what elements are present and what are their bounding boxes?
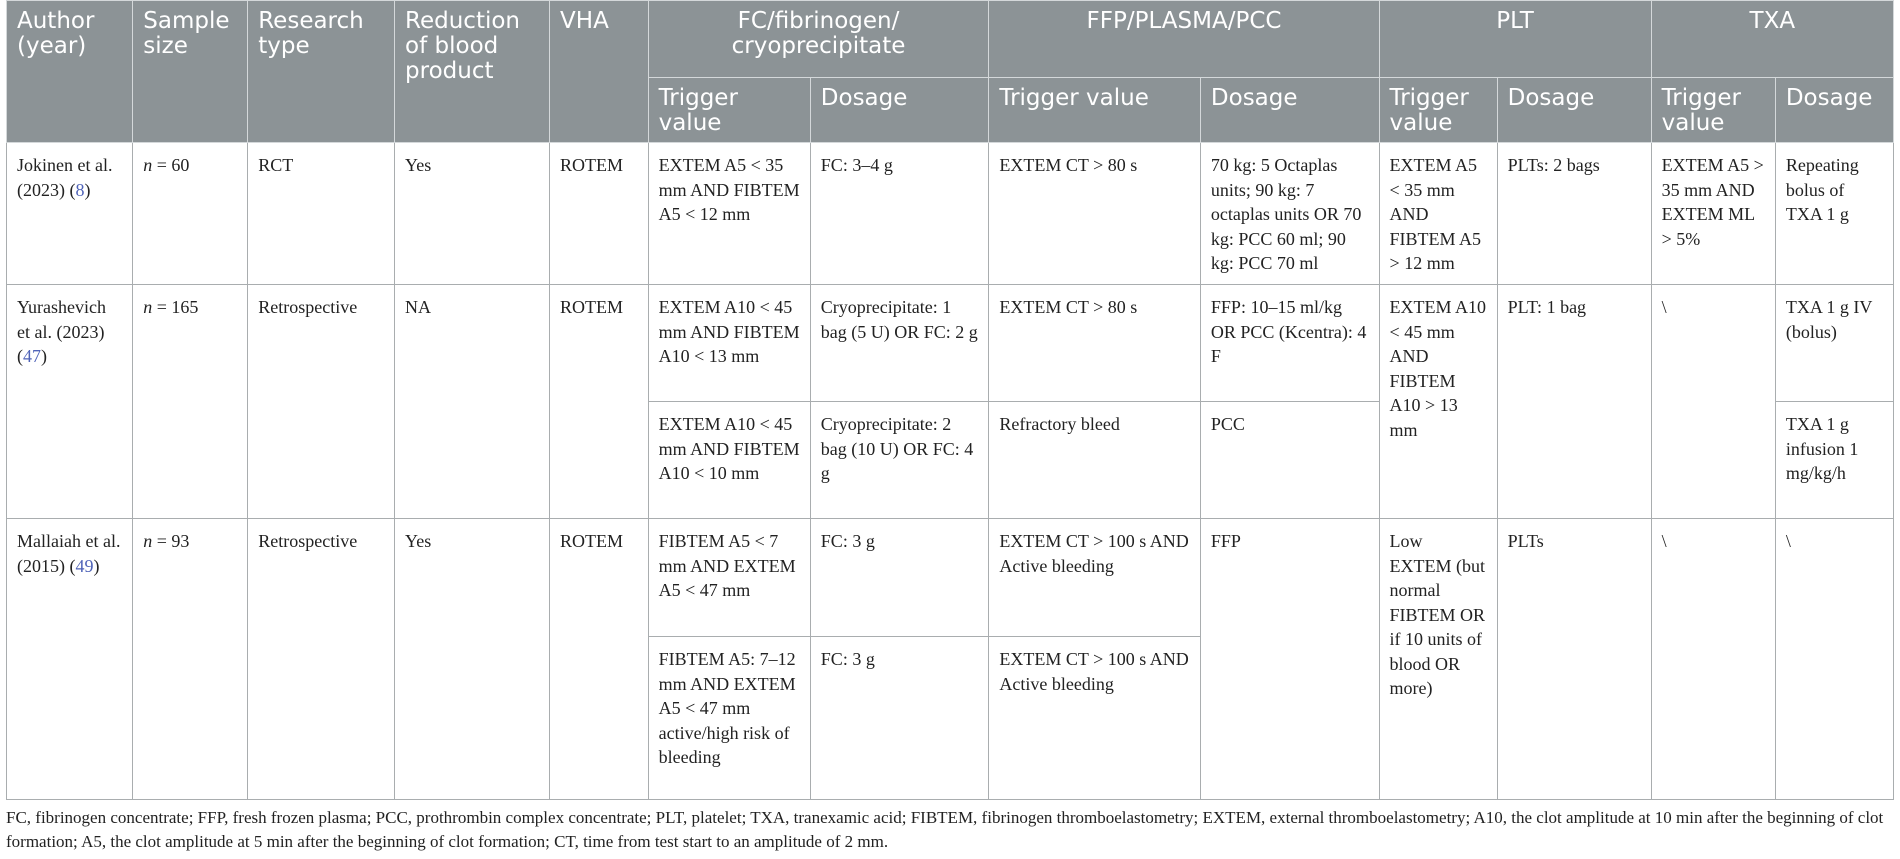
header-ffp-group: FFP/PLASMA/PCC [989,1,1379,78]
ffp-dosage-cell: PCC [1200,402,1379,519]
plt-trigger-cell: EXTEM A5 < 35 mm AND FIBTEM A5 > 12 mm [1379,143,1497,285]
author-cell: Jokinen et al. (2023) (8) [7,143,133,285]
header-txa-trigger: Trigger value [1651,78,1775,143]
data-table [6,0,1894,800]
plt-dosage-cell: PLT: 1 bag [1497,285,1651,519]
fc-dosage-cell: FC: 3 g [810,637,989,800]
ffp-trigger-cell: Refractory bleed [989,402,1200,519]
sample-size-cell: n = 165 [133,285,248,519]
research-type-cell: RCT [248,143,395,285]
reduction-cell: Yes [395,143,550,285]
ffp-dosage-cell: FFP: 10–15 ml/kg OR PCC (Kcentra): 4 F [1200,285,1379,402]
txa-trigger-cell: \ [1651,519,1775,800]
header-fc-trigger: Trigger value [648,78,810,143]
header-ffp-trigger: Trigger value [989,78,1200,143]
txa-dosage-cell: \ [1775,519,1893,800]
ffp-trigger-cell: EXTEM CT > 100 s AND Active bleeding [989,637,1200,800]
table-row [7,285,1894,402]
author-cell: Yurashevich et al. (2023) (47) [7,285,133,519]
header-vha: VHA [550,1,649,143]
research-type-cell: Retrospective [248,285,395,519]
header-plt-group: PLT [1379,1,1651,78]
plt-dosage-cell: PLTs: 2 bags [1497,143,1651,285]
reference-link[interactable]: 8 [75,179,85,200]
fc-dosage-cell: FC: 3–4 g [810,143,989,285]
reference-link[interactable]: 47 [23,346,41,366]
reference-link[interactable]: 49 [75,555,94,576]
plt-trigger-cell: Low EXTEM (but normal FIBTEM OR if 10 units of blood OR more) [1379,519,1497,800]
header-fc-dosage: Dosage [810,78,989,143]
fc-trigger-cell: FIBTEM A5 < 7 mm AND EXTEM A5 < 47 mm [648,519,810,637]
fc-dosage-cell: Cryoprecipitate: 2 bag (10 U) OR FC: 4 g [810,402,989,519]
txa-dosage-cell: TXA 1 g infusion 1 mg/kg/h [1775,402,1893,519]
txa-dosage-cell: TXA 1 g IV (bolus) [1775,285,1893,402]
fc-trigger-cell: EXTEM A10 < 45 mm AND FIBTEM A10 < 13 mm [648,285,810,402]
vha-cell: ROTEM [550,143,649,285]
plt-trigger-cell: EXTEM A10 < 45 mm AND FIBTEM A10 > 13 mm [1379,285,1497,519]
research-type-cell: Retrospective [248,519,395,800]
ffp-dosage-cell: 70 kg: 5 Octaplas units; 90 kg: 7 octaplas units OR 70 kg: PCC 60 ml; 90 kg: PCC 70 ml [1200,143,1379,285]
ffp-dosage-cell: FFP [1200,519,1379,800]
vha-cell: ROTEM [550,285,649,519]
header-fc-group: FC/fibrinogen/ cryoprecipitate [648,1,989,78]
txa-dosage-cell: Repeating bolus of TXA 1 g [1775,143,1893,285]
fc-dosage-cell: Cryoprecipitate: 1 bag (5 U) OR FC: 2 g [810,285,989,402]
header-author: Author (year) [7,1,133,143]
table-footnote: FC, fibrinogen concentrate; FFP, fresh frozen plasma; PCC, prothrombin complex concentrate; PLT, platelet; TXA, tranexamic acid; FIBTEM, fibrinogen thromboelastometry; EXTEM, external thromboelastometry; A10, the clot amplitude at 10 min after the beginning of clot formation; A5, the clot amplitude at 5 min after the beginning of clot formation; CT, time from test start to an amplitude of 2 mm. [6,808,1884,851]
fc-trigger-cell: FIBTEM A5: 7–12 mm AND EXTEM A5 < 47 mm active/high risk of bleeding [648,637,810,800]
ffp-trigger-cell: EXTEM CT > 100 s AND Active bleeding [989,519,1200,637]
header-txa-dosage: Dosage [1775,78,1893,143]
ffp-trigger-cell: EXTEM CT > 80 s [989,143,1200,285]
sample-size-cell: n = 60 [133,143,248,285]
table-row [7,519,1894,637]
header-plt-trigger: Trigger value [1379,78,1497,143]
reduction-cell: Yes [395,519,550,800]
header-txa-group: TXA [1651,1,1893,78]
fc-trigger-cell: EXTEM A5 < 35 mm AND FIBTEM A5 < 12 mm [648,143,810,285]
fc-trigger-cell: EXTEM A10 < 45 mm AND FIBTEM A10 < 10 mm [648,402,810,519]
sample-size-cell: n = 93 [133,519,248,800]
plt-dosage-cell: PLTs [1497,519,1651,800]
author-cell: Mallaiah et al. (2015) (49) [7,519,133,800]
ffp-trigger-cell: EXTEM CT > 80 s [989,285,1200,402]
txa-trigger-cell: \ [1651,285,1775,519]
fc-dosage-cell: FC: 3 g [810,519,989,637]
reduction-cell: NA [395,285,550,519]
header-reduction: Reduction of blood product [395,1,550,143]
header-sample-size: Sample size [133,1,248,143]
header-ffp-dosage: Dosage [1200,78,1379,143]
vha-cell: ROTEM [550,519,649,800]
header-research-type: Research type [248,1,395,143]
txa-trigger-cell: EXTEM A5 > 35 mm AND EXTEM ML > 5% [1651,143,1775,285]
header-plt-dosage: Dosage [1497,78,1651,143]
table-row [7,143,1894,285]
